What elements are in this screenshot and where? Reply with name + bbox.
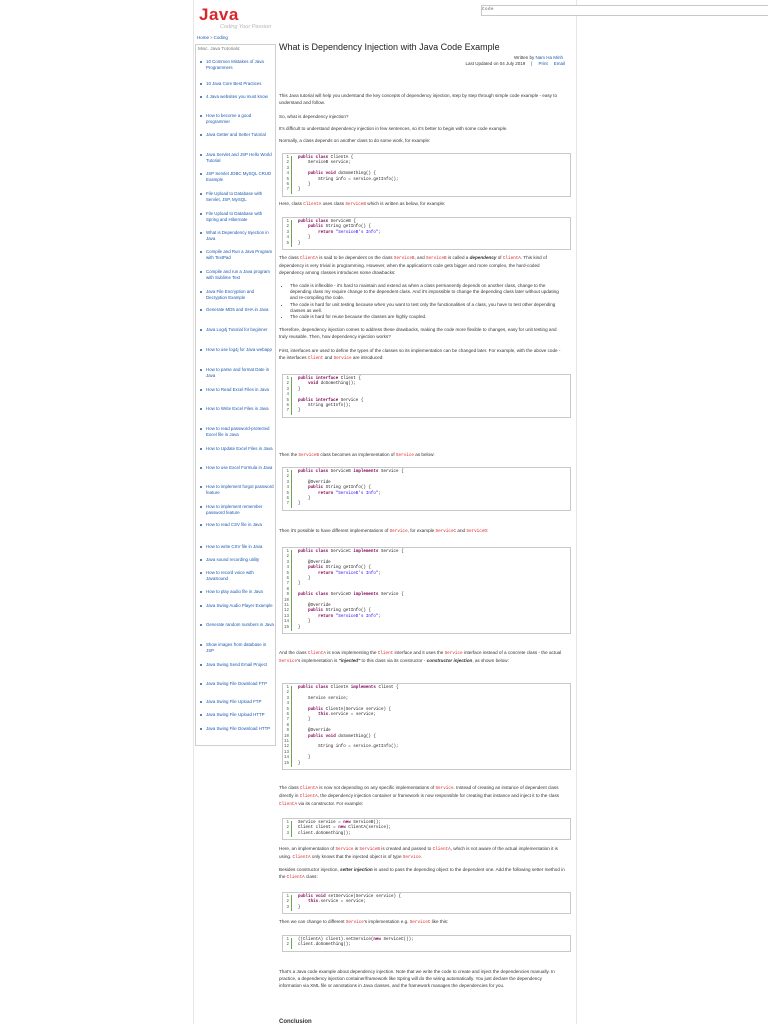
code-line: 5 public interface Service { <box>283 399 570 404</box>
bullet-icon <box>200 349 202 351</box>
line-number: 1 <box>283 377 292 382</box>
breadcrumb-coding[interactable]: Coding <box>213 35 228 40</box>
code-line: 7 } <box>283 502 570 507</box>
bullet-icon <box>200 193 202 195</box>
code-line: 1 public void setService(Service service) { <box>283 895 570 900</box>
line-number: 3 <box>283 697 292 702</box>
bullet-icon <box>200 232 202 234</box>
sidebar-item[interactable] <box>200 132 274 138</box>
code-line: 12 String info = service.getInfo(); <box>283 745 399 750</box>
line-number: 2 <box>283 691 292 696</box>
sidebar-item[interactable] <box>200 94 274 100</box>
sidebar-item[interactable] <box>200 681 274 687</box>
line-number: 2 <box>283 826 292 831</box>
line-number: 14 <box>283 756 292 761</box>
sidebar-item[interactable] <box>200 269 274 280</box>
code-line: 2 client.doSomething(); <box>283 943 570 948</box>
sidebar-item-label: How to write CSV file in Java <box>206 544 263 549</box>
drawbacks-list <box>286 283 565 321</box>
sidebar-item-label: Java File Encryption and Decryption Example <box>206 289 255 300</box>
sidebar-item-label: Java Log4j Tutorial for beginner <box>206 327 268 332</box>
sidebar-item-label: How to read password-protected Excel file in Java <box>206 426 270 437</box>
line-number: 4 <box>283 236 292 241</box>
line-number: 2 <box>283 943 292 948</box>
paragraph-summary: That's a Java code example about dependency injection. Note that we write the code to create and inject the dependencies manually. In practice, a dependency injection container/framework like Spring will do the wiring automatically. You just declare the dependency information via XML file or annotations in Java classes, and the framework manages the dependencies for you. <box>279 969 555 989</box>
line-number: 7 <box>283 188 292 193</box>
code-line: 5 return "ServiceC's Info"; <box>283 572 570 577</box>
line-number: 5 <box>283 242 292 247</box>
sidebar-item[interactable] <box>200 406 274 412</box>
drawback-item: • The code is hard for reuse because the classes are highly coupled. <box>290 314 565 320</box>
sidebar-item-label: How to Read Excel Files in Java <box>206 387 269 392</box>
line-number: 15 <box>283 626 292 631</box>
bullet-icon <box>200 546 202 548</box>
bullet-icon <box>200 271 202 273</box>
code-line: 3 @Override <box>283 561 570 566</box>
code-block-5[interactable] <box>282 547 571 634</box>
sidebar-item-label: How to implement remember password feature <box>206 504 263 515</box>
code-line: 11 @Override <box>283 604 331 609</box>
line-number: 10 <box>283 735 292 740</box>
bullet-icon <box>200 309 202 311</box>
sidebar-item-label: 4 Java websites you must know <box>206 94 268 99</box>
line-number: 1 <box>283 156 292 161</box>
code-line: 5 return "ServiceB's Info"; <box>283 492 570 497</box>
bullet-icon <box>200 644 202 646</box>
line-number: 6 <box>283 183 292 188</box>
line-number: 2 <box>283 475 292 480</box>
sidebar-item[interactable] <box>200 642 274 653</box>
sidebar-item[interactable] <box>200 522 274 528</box>
code-line: 5 public ClientA(Service service) { <box>283 708 570 713</box>
bullet-icon <box>200 115 202 117</box>
code-line: 3 Service service; <box>283 697 570 702</box>
sidebar-item-label: File Upload to Database with Spring and Hibernate <box>206 211 263 222</box>
code-line: 6 } <box>283 497 570 502</box>
line-number: 5 <box>283 399 292 404</box>
sidebar-item[interactable] <box>200 726 274 732</box>
paragraph-change-service: Then we can change to different Service's implementation e.g. ServiceC like this: <box>279 919 449 925</box>
line-number: 5 <box>283 572 292 577</box>
logo-java-text: Java <box>199 5 239 24</box>
sidebar-item-label: 10 Common Mistakes of Java Programmers <box>206 59 264 70</box>
sidebar-item[interactable] <box>200 712 274 718</box>
code-line: 4 } <box>283 236 570 241</box>
bullet-icon <box>200 728 202 730</box>
bullet-icon <box>200 134 202 136</box>
sidebar-item-label: JSP Servlet JDBC MySQL CRUD Example <box>206 171 272 182</box>
sidebar-item[interactable] <box>200 289 274 300</box>
sidebar-item-label: Java Swing File Download HTTP <box>206 726 271 731</box>
line-number: 1 <box>283 821 292 826</box>
sidebar-item[interactable] <box>200 191 274 202</box>
code-line: 3 client.doSomething(); <box>283 832 570 837</box>
code-line: 9 public class ServiceD implements Service { <box>283 593 570 598</box>
code-line: 15 } <box>283 761 301 766</box>
drawback-item: • The code is inflexible - it's hard to maintain and extend as when a class permanently depends on another class, change to the depending class my require change to the dependent class. And it's impossible to change the depending class later without updating and re-compiling the code. <box>290 283 565 301</box>
sidebar-item-label: Show images from database in JSP <box>206 642 267 653</box>
line-number: 3 <box>283 167 292 172</box>
line-number: 3 <box>283 388 292 393</box>
print-link[interactable]: Print <box>538 61 548 66</box>
line-number: 1 <box>283 220 292 225</box>
paragraph-difficult: It's difficult to understand dependency injection in few sentences, so it's better to begin with some code example. <box>279 126 508 131</box>
bullet-icon <box>200 467 202 469</box>
sidebar-item[interactable] <box>200 622 274 628</box>
code-line: 6 String getInfo(); <box>283 404 570 409</box>
code-line: 5 } <box>283 242 570 247</box>
code-line: 6 this.service = service; <box>283 713 570 718</box>
sidebar-item-label: How to Write Excel Files in Java <box>206 406 269 411</box>
code-block-8[interactable] <box>282 892 571 914</box>
code-line: 1 public class ServiceC implements Service { <box>283 550 570 555</box>
paragraph-implementation: Here, an implementation of Service is ServiceB is created and passed to ClientA, which is not aware of the actual implementation it is using. ClientA only knows that the injected object is of type Service. <box>279 846 558 861</box>
sidebar-item-label: How to implement forgot password feature <box>206 484 274 495</box>
paragraph-question: So, what is dependency injection? <box>279 114 349 119</box>
sidebar-item[interactable] <box>200 81 274 87</box>
sidebar-item[interactable] <box>200 59 274 70</box>
line-number: 12 <box>283 745 292 750</box>
sidebar-item[interactable] <box>200 113 274 124</box>
breadcrumb-home[interactable]: Home <box>197 35 210 40</box>
code-line: 2 void doSomething(); <box>283 382 570 387</box>
sidebar-item[interactable] <box>200 544 274 550</box>
line-number: 14 <box>283 620 292 625</box>
code-line: 6 } <box>283 183 570 188</box>
code-line: 7 } <box>283 409 570 414</box>
line-number: 12 <box>283 609 292 614</box>
paragraph-constructor-injection: And the class ClientA is now implementing the Client interface and it uses the Service interface instead of a concrete class - the actual Service's implementation is "injected" to this class via its constructor - constructor injection, as shown below: <box>279 650 562 665</box>
code-line: 5 String info = service.getInfo(); <box>283 178 570 183</box>
sidebar-item[interactable] <box>200 504 274 515</box>
code-block-2[interactable] <box>282 217 571 250</box>
bullet-icon <box>200 428 202 430</box>
line-number: 4 <box>283 702 292 707</box>
sidebar-item[interactable] <box>200 327 274 333</box>
bullet-icon <box>200 524 202 526</box>
bullet-icon <box>200 572 202 574</box>
code-block-7[interactable] <box>282 818 571 840</box>
line-number: 2 <box>283 555 292 560</box>
line-number: 4 <box>283 566 292 571</box>
sidebar-item-label: File Upload to Database with Servlet, JSP, MySQL <box>206 191 263 202</box>
code-line: 3 } <box>283 388 570 393</box>
code-line: 1 public class ClientA implements Client { <box>283 686 570 691</box>
sidebar-item-label: How to record voice with JavaSound <box>206 570 254 581</box>
sidebar-item-label: Generate random numbers in Java <box>206 622 274 627</box>
line-number: 8 <box>283 588 292 593</box>
bullet-icon <box>200 683 202 685</box>
code-block-9[interactable] <box>282 935 571 952</box>
code-line: 10 public void doSomething() { <box>283 734 376 739</box>
line-number: 3 <box>283 481 292 486</box>
bullet-icon <box>200 329 202 331</box>
bullet-icon <box>200 61 202 63</box>
sidebar-item-label: Generate MD5 and SHA in Java <box>206 307 269 312</box>
code-line: 2 ServiceB service; <box>283 161 570 166</box>
sidebar-item[interactable] <box>200 230 274 241</box>
line-number: 15 <box>283 762 292 767</box>
sidebar-item[interactable] <box>200 171 274 182</box>
bullet-icon <box>200 664 202 666</box>
line-number: 7 <box>283 582 292 587</box>
bullet-icon <box>200 714 202 716</box>
bullet-icon <box>200 369 202 371</box>
breadcrumb-separator: > <box>210 35 213 40</box>
sidebar-item-label: How to read CSV file in Java <box>206 522 262 527</box>
sidebar-item-label: Java Swing Send Email Project <box>206 662 268 667</box>
paragraph-here-class: Here, class ClientA uses class ServiceB which is written as below, for example: <box>279 201 446 207</box>
sidebar-item-label: Java Getter and Setter Tutorial <box>206 132 266 137</box>
sidebar-item[interactable] <box>200 484 274 495</box>
line-number: 4 <box>283 393 292 398</box>
sidebar-item-label: Java sound recording utility <box>206 557 260 562</box>
paragraph-setter-injection: Besides constructor injection, setter injection is used to pass the depending object to the dependent one. Add the following setter method in the ClientA class: <box>279 867 565 881</box>
line-number: 5 <box>283 708 292 713</box>
bullet-icon <box>200 559 202 561</box>
line-number: 3 <box>283 231 292 236</box>
bullet-icon <box>200 605 202 607</box>
bullet-icon <box>200 624 202 626</box>
sidebar-item[interactable] <box>200 465 274 471</box>
sidebar-item-label: How to play audio file in Java <box>206 589 263 594</box>
conclusion-heading: Conclusion <box>279 1019 312 1024</box>
sidebar-item-label: Java Swing Audio Player Example <box>206 603 273 608</box>
code-line: 2 this.service = service; <box>283 900 570 905</box>
code-line: 1 public class ServiceB implements Service { <box>283 470 570 475</box>
paragraph-therefore: Therefore, dependency injection comes to address these drawbacks, making the code more flexible to changes, easy for unit testing and truly reusable. Then, how dependency injection works? <box>279 327 557 340</box>
code-block-1[interactable] <box>282 153 571 197</box>
sidebar-item-label: Java Swing File Upload HTTP <box>206 712 265 717</box>
bullet-icon <box>200 486 202 488</box>
bullet-icon <box>200 408 202 410</box>
line-number: 8 <box>283 724 292 729</box>
author-link[interactable]: Nam Ha Minh <box>535 55 563 60</box>
sidebar-item-label: Java Servlet and JSP Hello World Tutorial <box>206 152 272 163</box>
line-number: 13 <box>283 751 292 756</box>
sidebar-item[interactable] <box>200 347 274 353</box>
breadcrumb <box>197 35 228 40</box>
paragraph-not-depending: The class ClientA is now not depending on any specific implementations of Service. Instead of creating an instance of dependent class directly in ClientA, the dependency injection container or framework is now responsible for creating that instance and inject it to the class ClientA via its constructor. For example: <box>279 785 560 808</box>
code-line: 13 return "ServiceD's Info"; <box>283 614 381 619</box>
line-number: 13 <box>283 615 292 620</box>
paragraph-interfaces: First, interfaces are used to define the types of the classes so its implementation can be changed later. For example, with the above code - the interfaces Client and Service are introduced: <box>279 348 561 362</box>
line-number: 7 <box>283 718 292 723</box>
code-line: 7 } <box>283 582 570 587</box>
dateline-separator: | <box>531 61 533 66</box>
sidebar-item[interactable] <box>200 603 274 609</box>
bullet-icon <box>200 213 202 215</box>
paragraph-normally: Normally, a class depends on another class to do some work, for example: <box>279 138 431 143</box>
line-number: 3 <box>283 561 292 566</box>
sidebar-item[interactable] <box>200 367 274 378</box>
code-line: 6 } <box>283 577 570 582</box>
written-by-label: Written by <box>514 55 535 60</box>
code-line: 3 @Override <box>283 481 570 486</box>
line-number: 7 <box>283 409 292 414</box>
code-line: 4 public void doSomething() { <box>283 172 570 177</box>
drawback-item: • The code is hard for unit testing because when you want to test only the functionalities of a class, you have to test other depending classes as well. <box>290 302 565 314</box>
bullet-icon <box>200 591 202 593</box>
code-block-4[interactable] <box>282 467 571 511</box>
code-line: 12 public String getInfo() { <box>283 609 371 614</box>
line-number: 1 <box>283 550 292 555</box>
sidebar-item[interactable] <box>200 589 274 595</box>
line-number: 5 <box>283 178 292 183</box>
bullet-icon <box>200 251 202 253</box>
code-line: 1 public class ClientA { <box>283 156 570 161</box>
sidebar-item-label: Java Swing File Download FTP <box>206 681 268 686</box>
sidebar-item-label: Java Swing File Upload FTP <box>206 699 262 704</box>
sidebar-item[interactable] <box>200 387 274 393</box>
bullet-icon <box>200 154 202 156</box>
sidebar-item[interactable] <box>200 557 274 563</box>
paragraph-dependency: The class ClientA is said to be dependent on the class ServiceB, and ServiceB is called a dependency of ClientA. This kind of dependency is very trivial in programming. However, when the application's code gets bigger and more complex, the hard-coded dependency among classes introduces some drawbacks: <box>279 255 547 276</box>
bullet-icon <box>200 83 202 85</box>
code-line: 1 public class ServiceB { <box>283 220 570 225</box>
email-link[interactable]: Email <box>553 61 565 66</box>
sidebar-item[interactable] <box>200 152 274 163</box>
sidebar-item[interactable] <box>200 211 274 222</box>
sidebar-title: Misc. Java Tutorials: <box>198 46 241 51</box>
site-tagline: Coding Your Passion <box>220 24 272 30</box>
sidebar-item-label: Compile and run a Java program with Sublime Text <box>206 269 270 280</box>
code-line: 2 Client client = new ClientA(service); <box>283 826 570 831</box>
code-line: 7 } <box>283 718 570 723</box>
line-number: 10 <box>283 599 292 604</box>
line-number: 7 <box>283 502 292 507</box>
code-line: 14 } <box>283 756 311 761</box>
sidebar-item-label: 10 Java Core Best Practices <box>206 81 262 86</box>
sidebar-item-label: How to become a good programmer <box>206 113 252 124</box>
line-number: 1 <box>283 895 292 900</box>
line-number: 4 <box>283 486 292 491</box>
byline <box>514 55 563 60</box>
code-line: 14 } <box>283 620 311 625</box>
code-line: 7 } <box>283 188 570 193</box>
line-number: 2 <box>283 161 292 166</box>
code-line: 1 public interface Client { <box>283 377 570 382</box>
sidebar-item-label: Compile and Run a Java Program with TextPad <box>206 249 273 260</box>
sidebar-item[interactable] <box>200 662 274 668</box>
line-number: 6 <box>283 404 292 409</box>
line-number: 9 <box>283 729 292 734</box>
line-number: 3 <box>283 906 292 911</box>
sidebar-item[interactable] <box>200 570 274 581</box>
code-line: 9 @Override <box>283 729 570 734</box>
bullet-icon <box>200 96 202 98</box>
line-number: 2 <box>283 382 292 387</box>
sidebar-item[interactable] <box>200 446 274 452</box>
line-number: 5 <box>283 492 292 497</box>
sidebar-item[interactable] <box>200 249 274 260</box>
bullet-icon <box>200 506 202 508</box>
code-line: 3 } <box>283 906 570 911</box>
sidebar-item[interactable] <box>200 307 274 313</box>
dateline <box>466 61 566 66</box>
site-logo[interactable] <box>199 5 495 25</box>
code-block-6[interactable] <box>282 683 571 770</box>
paragraph-intro: This Java tutorial will help you understand the key concepts of dependency injection, step by step through simple code example - easy to understand and follow. <box>279 93 558 106</box>
line-number: 11 <box>283 604 292 609</box>
sidebar-item[interactable] <box>200 426 274 437</box>
bullet-icon <box>200 389 202 391</box>
sidebar-item-label: How to use log4j for Java webapp <box>206 347 272 352</box>
code-block-3[interactable] <box>282 374 571 418</box>
article-title: What is Dependency Injection with Java Code Example <box>279 42 500 52</box>
code-line: 1 ((ClientA) client).setService(new ServiceC()); <box>283 938 570 943</box>
line-number: 3 <box>283 832 292 837</box>
code-line: 15 } <box>283 625 301 630</box>
last-updated: Last Updated on 04 July 2019 <box>465 61 526 66</box>
bullet-icon <box>200 701 202 703</box>
sidebar-item-label: What is Dependency Injection in Java <box>206 230 269 241</box>
sidebar-item[interactable] <box>200 699 274 705</box>
code-line: 1 Service service = new ServiceB(); <box>283 821 570 826</box>
line-number: 6 <box>283 497 292 502</box>
line-number: 1 <box>283 686 292 691</box>
line-number: 11 <box>283 740 292 745</box>
line-number: 9 <box>283 593 292 598</box>
code-line: 4 public String getInfo() { <box>283 486 570 491</box>
sidebar-item-label: How to parse and format Date in Java <box>206 367 270 378</box>
sidebar-tutorials <box>195 44 276 746</box>
line-number: 2 <box>283 225 292 230</box>
sidebar-item-label: How to Update Excel Files in Java <box>206 446 273 451</box>
bullet-icon <box>200 173 202 175</box>
line-number: 6 <box>283 577 292 582</box>
line-number: 1 <box>283 470 292 475</box>
paragraph-then-serviceb: Then the ServiceB class becomes an implementation of Service as below: <box>279 452 435 458</box>
sidebar-item-label: How to use Excel Formula in Java <box>206 465 273 470</box>
bullet-icon <box>200 291 202 293</box>
line-number: 4 <box>283 172 292 177</box>
line-number: 1 <box>283 938 292 943</box>
bullet-icon <box>200 448 202 450</box>
logo-code-text: Code <box>481 5 768 16</box>
code-line: 3 return "ServiceB's Info"; <box>283 231 570 236</box>
code-line: 4 public String getInfo() { <box>283 566 570 571</box>
paragraph-different-impl: Then it's possible to have different implementations of Service, for example ServiceC and ServiceD: <box>279 528 489 534</box>
code-line: 2 public String getInfo() { <box>283 225 570 230</box>
line-number: 6 <box>283 713 292 718</box>
line-number: 2 <box>283 900 292 905</box>
